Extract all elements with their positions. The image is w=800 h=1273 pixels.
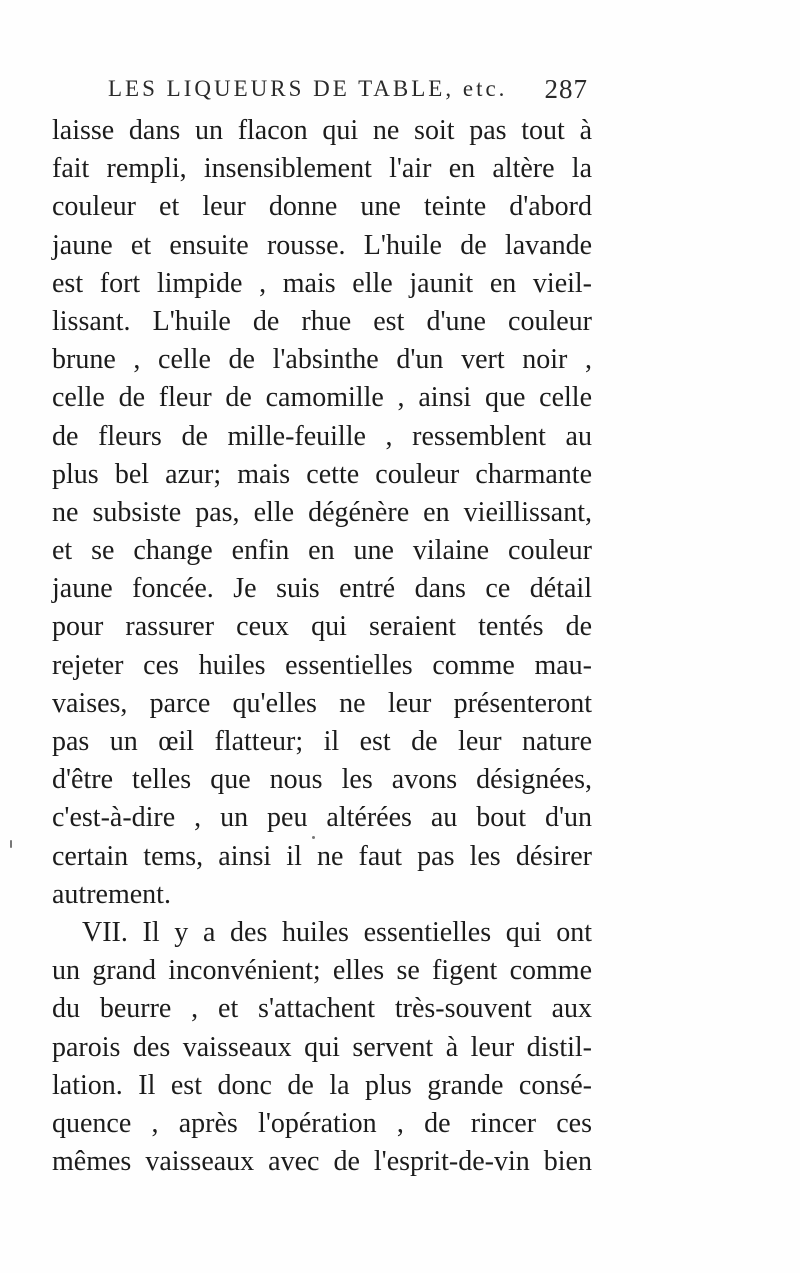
text-line: un grand inconvénient; elles se figent comme bbox=[52, 955, 592, 987]
text-line: pour rassurer ceux qui seraient tentés de bbox=[52, 611, 592, 643]
text-line: quence , après l'opération , de rincer ces bbox=[52, 1107, 592, 1139]
text-line: du beurre , et s'attachent très-souvent aux bbox=[52, 993, 592, 1025]
text-line: vaises, parce qu'elles ne leur présenteront bbox=[52, 687, 592, 719]
text-line: plus bel azur; mais cette couleur charmante bbox=[52, 458, 592, 490]
text-line: certain tems, ainsi il ne faut pas les désirer bbox=[52, 840, 592, 872]
text-line: de fleurs de mille-feuille , ressemblent au bbox=[52, 420, 592, 452]
text-line: parois des vaisseaux qui servent à leur distil- bbox=[52, 1031, 592, 1063]
text-line: jaune foncée. Je suis entré dans ce détail bbox=[52, 573, 592, 605]
text-line: jaune et ensuite rousse. L'huile de lavande bbox=[52, 229, 592, 261]
text-line: couleur et leur donne une teinte d'abord bbox=[52, 191, 592, 223]
text-line: fait rempli, insensiblement l'air en altère la bbox=[52, 153, 592, 185]
text-line: c'est-à-dire , un peu altérées au bout d'un bbox=[52, 802, 592, 834]
text-line: laisse dans un flacon qui ne soit pas tout à bbox=[52, 115, 592, 146]
paper-speck bbox=[10, 840, 12, 848]
text-line: mêmes vaisseaux avec de l'esprit-de-vin bien bbox=[52, 1146, 592, 1178]
text-line: brune , celle de l'absinthe d'un vert noir , bbox=[52, 344, 592, 376]
text-line: ne subsiste pas, elle dégénère en vieillissant, bbox=[52, 496, 592, 528]
paragraph-last-line: autrement. bbox=[52, 878, 171, 910]
page-number: 287 bbox=[544, 74, 588, 104]
running-head bbox=[108, 74, 588, 110]
text-line: pas un œil flatteur; il est de leur nature bbox=[52, 726, 592, 757]
text-line: rejeter ces huiles essentielles comme mau- bbox=[52, 649, 592, 681]
paper-speck bbox=[312, 836, 315, 839]
text-line: lissant. L'huile de rhue est d'une couleur bbox=[52, 305, 592, 337]
section-start-line: VII. Il y a des huiles essentielles qui ont bbox=[82, 916, 592, 948]
text-line: lation. Il est donc de la plus grande consé- bbox=[52, 1069, 592, 1101]
running-head-title: LES LIQUEURS DE TABLE, etc. bbox=[108, 76, 508, 101]
text-line: est fort limpide , mais elle jaunit en vieil- bbox=[52, 267, 592, 299]
text-line: d'être telles que nous les avons désignées, bbox=[52, 764, 592, 796]
text-line: celle de fleur de camomille , ainsi que celle bbox=[52, 382, 592, 414]
text-line: et se change enfin en une vilaine couleur bbox=[52, 535, 592, 567]
body-text bbox=[52, 112, 592, 1181]
